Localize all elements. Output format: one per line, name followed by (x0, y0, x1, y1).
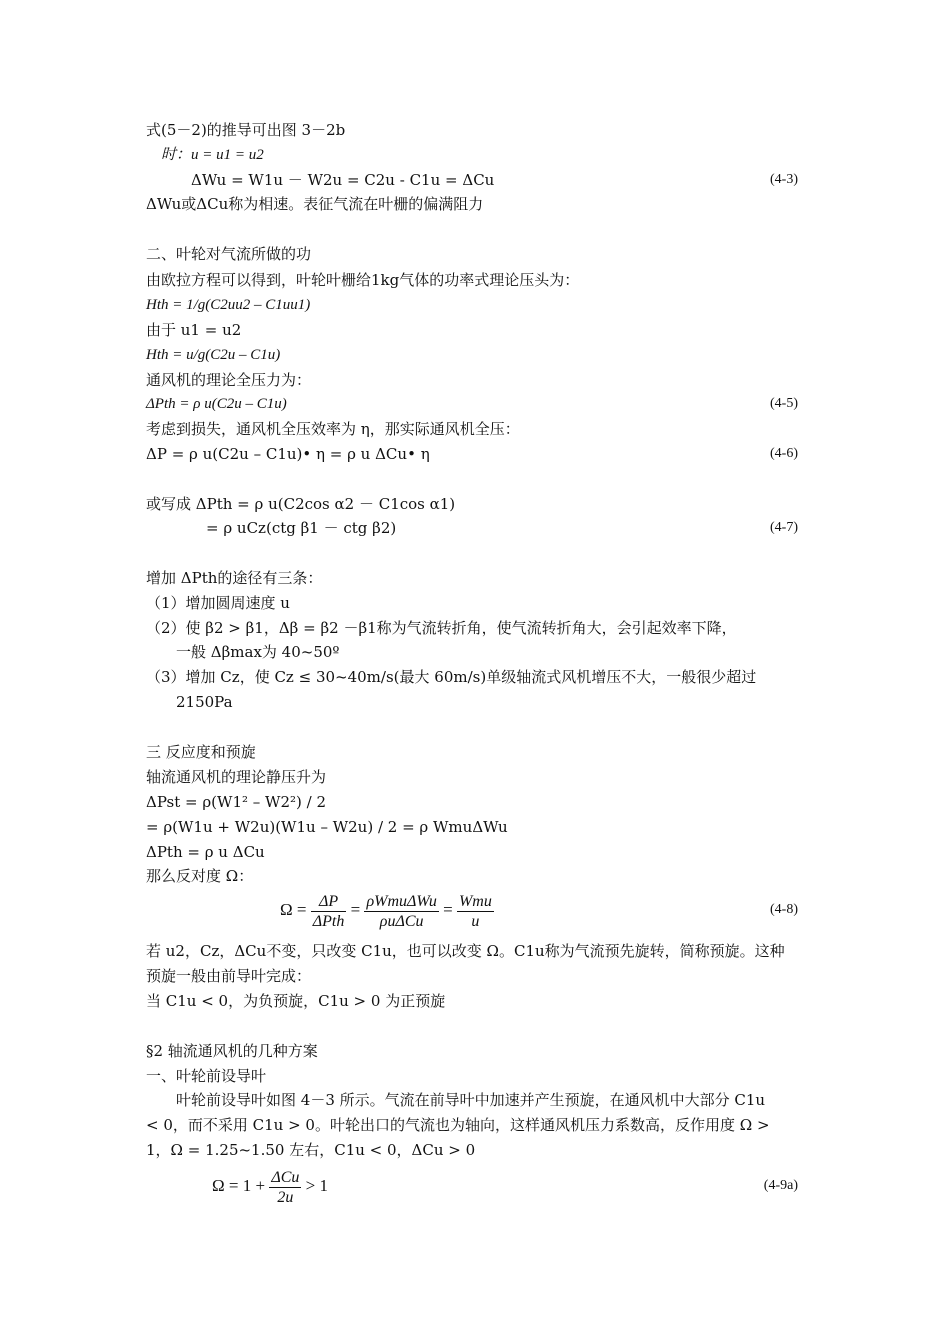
fraction-numerator: Wmu (458, 892, 492, 910)
fraction-denominator: 2u (277, 1188, 294, 1206)
section-heading: 二、叶轮对气流所做的功 (146, 245, 312, 263)
equals-sign: = (443, 900, 453, 919)
text-line: 那么反对度 Ω： (146, 867, 254, 885)
fraction (457, 892, 494, 931)
list-item: （2）使 β2 > β1，Δβ = β2 －β1称为气流转折角，使气流转折角大，会引起效率下降， (146, 619, 737, 637)
equation-line: ΔPth = ρ u(C2u – C1u) (146, 396, 287, 412)
text-line: ΔWu或ΔCu称为相速。表征气流在叶栅的偏满阻力 (146, 195, 484, 213)
fraction-denominator: u (471, 912, 480, 930)
equation-line: Hth = u/g(C2u – C1u) (146, 347, 281, 363)
text-line: 当 C1u < 0，为负预旋，C1u > 0 为正预旋 (146, 992, 446, 1010)
equation-line: ΔPth = ρ u ΔCu (146, 843, 265, 861)
list-item: （3）增加 Cz，使 Cz ≤ 30~40m/s(最大 60m/s)单级轴流式风机增压不大，一般很少超过 (146, 668, 757, 686)
text-line: 增加 ΔPth的途径有三条： (146, 569, 323, 587)
equation-number: (4-7) (770, 520, 798, 535)
section-heading: 一、叶轮前设导叶 (146, 1067, 267, 1085)
equation-number: (4-3) (770, 172, 798, 187)
text-line: 预旋一般由前导叶完成： (146, 967, 312, 985)
list-item-continuation: 一般 Δβmax为 40~50º (146, 643, 340, 661)
text-line: 考虑到损失，通风机全压效率为 η，那实际通风机全压： (146, 420, 520, 438)
fraction-denominator: ΔPth (312, 912, 345, 930)
equation-number: (4-6) (770, 446, 798, 461)
equation-number: (4-5) (770, 396, 798, 411)
text-line: 1，Ω = 1.25~1.50 左右，C1u < 0，ΔCu > 0 (146, 1141, 476, 1159)
fraction-numerator: ρWmuΔWu (366, 892, 437, 910)
fraction-numerator: ΔP (311, 892, 347, 912)
text-line: 由欧拉方程可以得到，叶轮叶栅给1kg气体的功率式理论压头为： (146, 271, 580, 289)
fraction (311, 892, 347, 931)
equation-number: (4-9a) (763, 1178, 798, 1193)
text-line: < 0，而不采用 C1u > 0。叶轮出口的气流也为轴向，这样通风机压力系数高，反作用度 Ω > (146, 1116, 770, 1134)
formula-lhs: Ω = (280, 900, 307, 919)
fraction (364, 892, 438, 931)
equals-sign: = (350, 900, 361, 919)
formula-lhs: Ω = 1 + (212, 1176, 266, 1195)
equation-number: (4-8) (770, 902, 798, 917)
section-heading: §2 轴流通风机的几种方案 (146, 1042, 318, 1060)
fraction-numerator: ΔCu (271, 1168, 300, 1186)
formula-rhs: > 1 (305, 1176, 328, 1195)
text-line: 式(5－2)的推导可出图 3－2b (146, 121, 346, 139)
text-line: 通风机的理论全压力为： (146, 371, 312, 389)
text-line: 叶轮前设导叶如图 4－3 所示。气流在前导叶中加速并产生预旋，在通风机中大部分 C1u (146, 1091, 766, 1109)
text-line: 时：u = u1 = u2 (146, 147, 264, 163)
list-item-continuation: 2150Pa (146, 693, 233, 711)
equation-line: = ρ(W1u + W2u)(W1u – W2u) / 2 = ρ WmuΔWu (146, 818, 508, 836)
equation-line: ΔWu = W1u － W2u = C2u - C1u = ΔCu (146, 171, 495, 189)
section-heading: 三 反应度和预旋 (146, 743, 256, 761)
equation-line: Hth = 1/g(C2uu2 – C1uu1) (146, 297, 311, 313)
text-line: 轴流通风机的理论静压升为 (146, 768, 327, 786)
text-line: 若 u2，Cz，ΔCu不变，只改变 C1u，也可以改变 Ω。C1u称为气流预先旋转，简称预旋。这种 (146, 942, 785, 960)
text-line: 由于 u1 = u2 (146, 321, 242, 339)
fraction (269, 1168, 301, 1207)
fraction-denominator: ρuΔCu (379, 912, 424, 930)
formula-4-8 (280, 888, 494, 932)
equation-line: = ρ uCz(ctg β1 － ctg β2) (146, 519, 397, 537)
equation-line: ΔP = ρ u(C2u – C1u)• η = ρ u ΔCu• η (146, 445, 430, 463)
equation-line: ΔPst = ρ(W1² – W2²) / 2 (146, 793, 326, 811)
equation-line: 或写成 ΔPth = ρ u(C2cos α2 － C1cos α1) (146, 495, 456, 513)
list-item: （1）增加圆周速度 u (146, 594, 290, 612)
formula-4-9a (212, 1164, 328, 1208)
